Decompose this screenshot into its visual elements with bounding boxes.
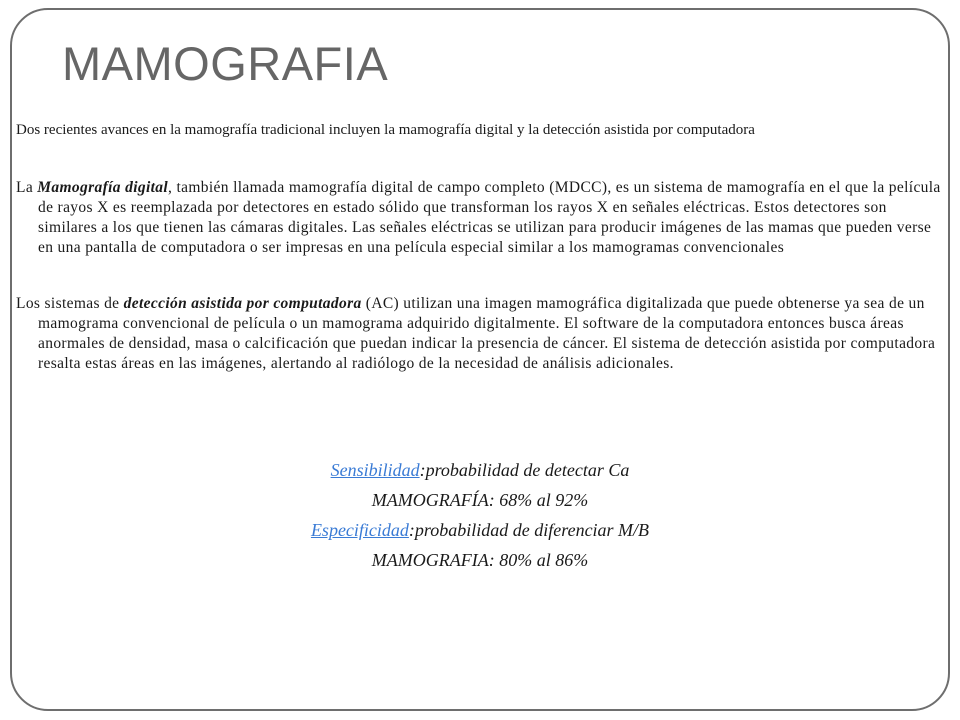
sensitivity-definition: :probabilidad de detectar Ca xyxy=(419,460,630,480)
slide-body xyxy=(16,120,946,374)
paragraph-text: , también llamada mamografía digital de campo completo (MDCC), es un sistema de mamografía en el que la película de rayos X es reemplazada por detectores en estado sólido que transforman los rayos X en señales eléctricas. Estos detectores son similares a los que tienen las cámaras digitales. Las señales eléctricas se utilizan para producir imágenes de las mamas que pueden verse en una pantalla de computadora o ser impresas en una película especial similar a los mamogramas convencionales xyxy=(38,179,941,256)
term-digital-mammography: Mamografía digital xyxy=(37,179,169,196)
paragraph-text: (AC) utilizan una imagen mamográfica digitalizada que puede obtenerse ya sea de un mamograma convencional de película o un mamograma adquirido digitalmente. El software de la computadora entonces busca áreas anormales de densidad, masa o calcificación que puedan indicar la presencia de cáncer. El sistema de detección asistida por computadora resalta estas áreas en las imágenes, alertando al radiólogo de la necesidad de análisis adicionales. xyxy=(38,295,936,372)
sensitivity-link[interactable]: Sensibilidad xyxy=(330,460,420,480)
specificity-link[interactable]: Especificidad xyxy=(310,520,409,540)
specificity-definition: :probabilidad de diferenciar M/B xyxy=(408,520,650,540)
paragraph-digital-mammography xyxy=(16,178,946,258)
specificity-value: MAMOGRAFIA: 80% al 86% xyxy=(371,550,589,570)
paragraph-lead: Los sistemas de xyxy=(16,295,124,312)
sensitivity-value: MAMOGRAFÍA: 68% al 92% xyxy=(371,490,589,510)
intro-text: Dos recientes avances en la mamografía tradicional incluyen la mamografía digital y la detección asistida por computadora xyxy=(16,122,755,138)
paragraph-lead: La xyxy=(16,179,38,196)
statistics-block xyxy=(0,455,960,575)
paragraph-computer-aided-detection xyxy=(16,294,946,374)
sensitivity-line xyxy=(0,455,960,485)
specificity-line xyxy=(0,515,960,545)
term-computer-aided-detection: detección asistida por computadora xyxy=(123,295,362,312)
page-title: MAMOGRAFIA xyxy=(62,37,389,90)
